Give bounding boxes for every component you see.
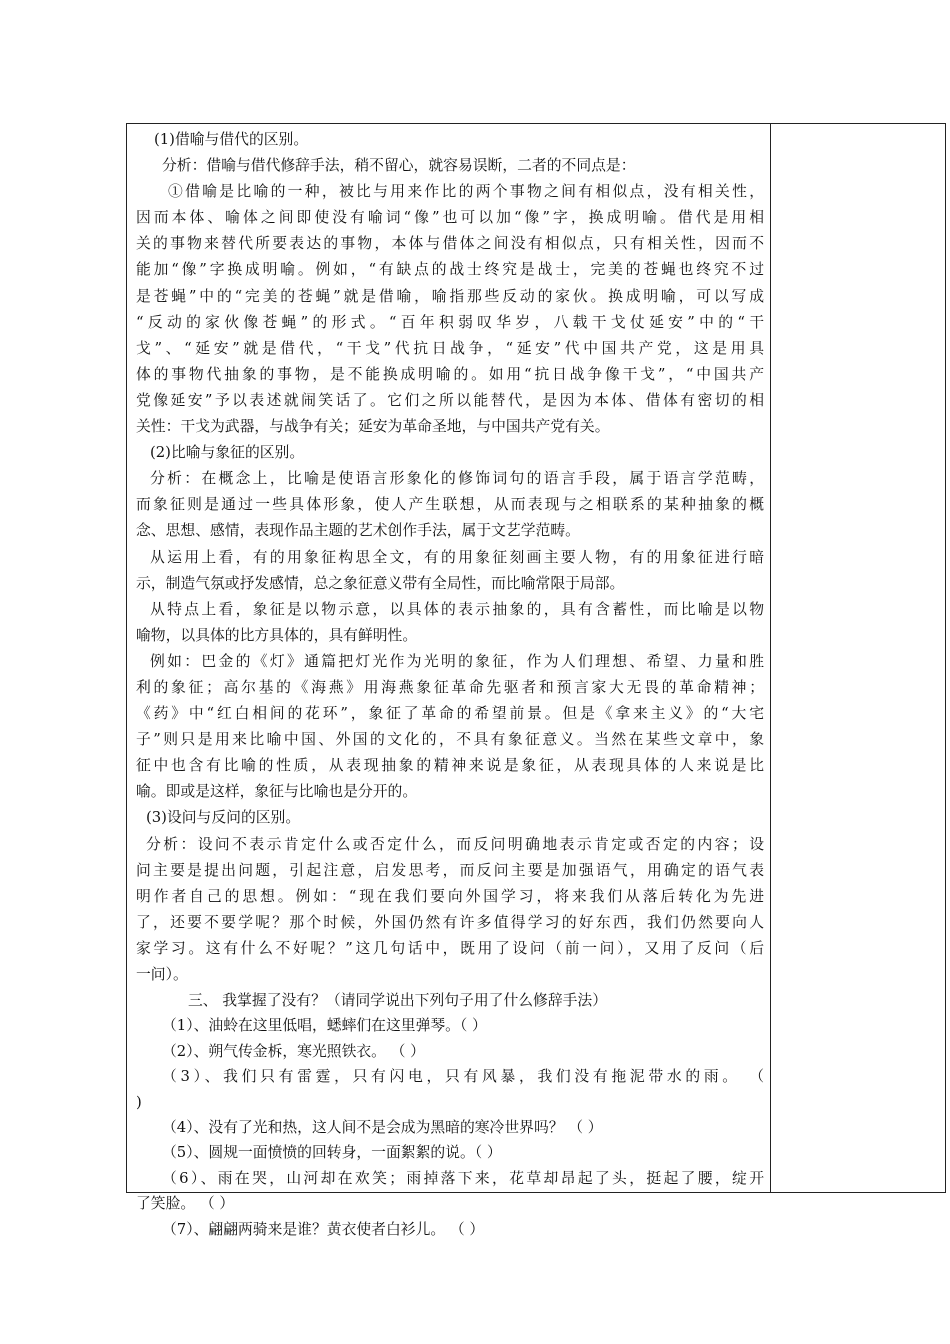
paragraph-line: 是苍蝇”中的“完美的苍蝇”就是借喻，喻指那些反动的家伙。换成明喻，可以写成 bbox=[136, 287, 764, 305]
exercise-item: （5）、圆规一面愤愤的回转身，一面絮絮的说。（ ） bbox=[162, 1144, 502, 1162]
paragraph-line: 例如：巴金的《灯》通篇把灯光作为光明的象征，作为人们理想、希望、力量和胜 bbox=[150, 652, 764, 670]
exercise-item: （4）、没有了光和热，这人间不是会成为黑暗的寒冷世界吗？ （ ） bbox=[162, 1119, 603, 1137]
paragraph-line: ①借喻是比喻的一种，被比与用来作比的两个事物之间有相似点，没有相关性， bbox=[168, 183, 764, 201]
exercise-heading: 三、 我掌握了没有？（请同学说出下列句子用了什么修辞手法） bbox=[188, 992, 608, 1010]
exercise-item: （7）、翩翩两骑来是谁？黄衣使者白衫儿。 （ ） bbox=[162, 1220, 485, 1238]
paragraph-line: 而象征则是通过一些具体形象，使人产生联想，从而表现与之相联系的某种抽象的概 bbox=[136, 496, 764, 514]
paragraph-line: 喻。即或是这样，象征与比喻也是分开的。 bbox=[136, 783, 418, 801]
paragraph-line: 问主要是提出问题，引起注意，启发思考，而反问主要是加强语气，用确定的语气表 bbox=[136, 861, 764, 879]
paragraph-line: 分析：借喻与借代修辞手法，稍不留心，就容易误断，二者的不同点是： bbox=[162, 157, 636, 175]
paragraph-line: 因而本体、喻体之间即使没有喻词“像”也可以加“像”字，换成明喻。借代是用相 bbox=[136, 209, 764, 227]
paragraph-line: 了，还要不要学呢？那个时候，外国仍然有许多值得学习的好东西，我们仍然要向人 bbox=[136, 913, 764, 931]
paragraph-line: 从特点上看，象征是以物示意，以具体的表示抽象的，具有含蓄性，而比喻是以物 bbox=[150, 600, 764, 618]
exercise-item: （1）、油蛉在这里低唱，蟋蟀们在这里弹琴。（ ） bbox=[162, 1017, 487, 1035]
paragraph-line: “反动的家伙像苍蝇”的形式。“百年积弱叹华岁，八载干戈仗延安”中的“干 bbox=[136, 313, 764, 331]
paragraph-line: 示，制造气氛或抒发感情，总之象征意义带有全局性，而比喻常限于局部。 bbox=[136, 574, 625, 592]
paragraph-line: 利的象征；高尔基的《海燕》用海燕象征革命先驱者和预言家大无畏的革命精神； bbox=[136, 678, 764, 696]
paragraph-line: 关性：干戈为武器，与战争有关；延安为革命圣地，与中国共产党有关。 bbox=[136, 418, 610, 436]
paragraph-line: 戈”、“延安”就是借代，“干戈”代抗日战争，“延安”代中国共产党，这是用具 bbox=[136, 339, 764, 357]
paragraph-line: 家学习。这有什么不好呢？”这几句话中，既用了设问（前一问），又用了反问（后 bbox=[136, 939, 764, 957]
exercise-item: （6）、雨在哭，山河却在欢笑；雨掉落下来，花草却昂起了头，挺起了腰，绽开 bbox=[162, 1169, 764, 1187]
exercise-item-continuation: ) bbox=[136, 1093, 142, 1111]
column-divider bbox=[770, 124, 771, 1192]
paragraph-line: 《药》中“红白相间的花环”，象征了革命的希望前景。但是《拿来主义》的“大宅 bbox=[136, 705, 764, 723]
paragraph-line: 关的事物来替代所要表达的事物，本体与借体之间没有相似点，只有相关性，因而不 bbox=[136, 235, 764, 253]
exercise-item: （3）、我们只有雷霆，只有闪电，只有风暴，我们没有拖泥带水的雨。 （ bbox=[162, 1068, 764, 1086]
paragraph-line: 从运用上看，有的用象征构思全文，有的用象征刻画主要人物，有的用象征进行暗 bbox=[150, 548, 764, 566]
document-body bbox=[136, 127, 764, 1242]
paragraph-line: 体的事物代抽象的事物，是不能换成明喻的。如用“抗日战争像干戈”，“中国共产 bbox=[136, 365, 764, 383]
paragraph-line: 念、思想、感情，表现作品主题的艺术创作手法，属于文艺学范畴。 bbox=[136, 522, 580, 540]
paragraph-line: 明作者自己的思想。例如：“现在我们要向外国学习，将来我们从落后转化为先进 bbox=[136, 887, 764, 905]
paragraph-line: 子”则只是用来比喻中国、外国的文化的，不具有象征意义。当然在某些文章中，象 bbox=[136, 731, 764, 749]
paragraph-line: 能加“像”字换成明喻。例如，“有缺点的战士终究是战士，完美的苍蝇也终究不过 bbox=[136, 261, 764, 279]
paragraph-line: 征中也含有比喻的性质，从表现抽象的精神来说是象征，从表现具体的人来说是比 bbox=[136, 757, 764, 775]
paragraph-line: 分析：在概念上，比喻是使语言形象化的修饰词句的语言手段，属于语言学范畴， bbox=[150, 470, 764, 488]
paragraph-line: 一问）。 bbox=[136, 966, 188, 983]
section-heading: (2)比喻与象征的区别。 bbox=[150, 444, 305, 462]
section-heading: (1)借喻与借代的区别。 bbox=[154, 131, 309, 148]
paragraph-line: 分析：设问不表示肯定什么或否定什么，而反问明确地表示肯定或否定的内容；设 bbox=[146, 835, 764, 853]
paragraph-line: 党像延安”予以表述就闹笑话了。它们之所以能替代，是因为本体、借体有密切的相 bbox=[136, 391, 764, 409]
paragraph-line: 喻物，以具体的比方具体的，具有鲜明性。 bbox=[136, 626, 418, 644]
section-heading: (3)设问与反问的区别。 bbox=[146, 809, 301, 827]
exercise-item-continuation: 了笑脸。 （ ） bbox=[136, 1195, 235, 1213]
exercise-item: （2）、朔气传金柝，寒光照铁衣。 （ ） bbox=[162, 1042, 425, 1060]
